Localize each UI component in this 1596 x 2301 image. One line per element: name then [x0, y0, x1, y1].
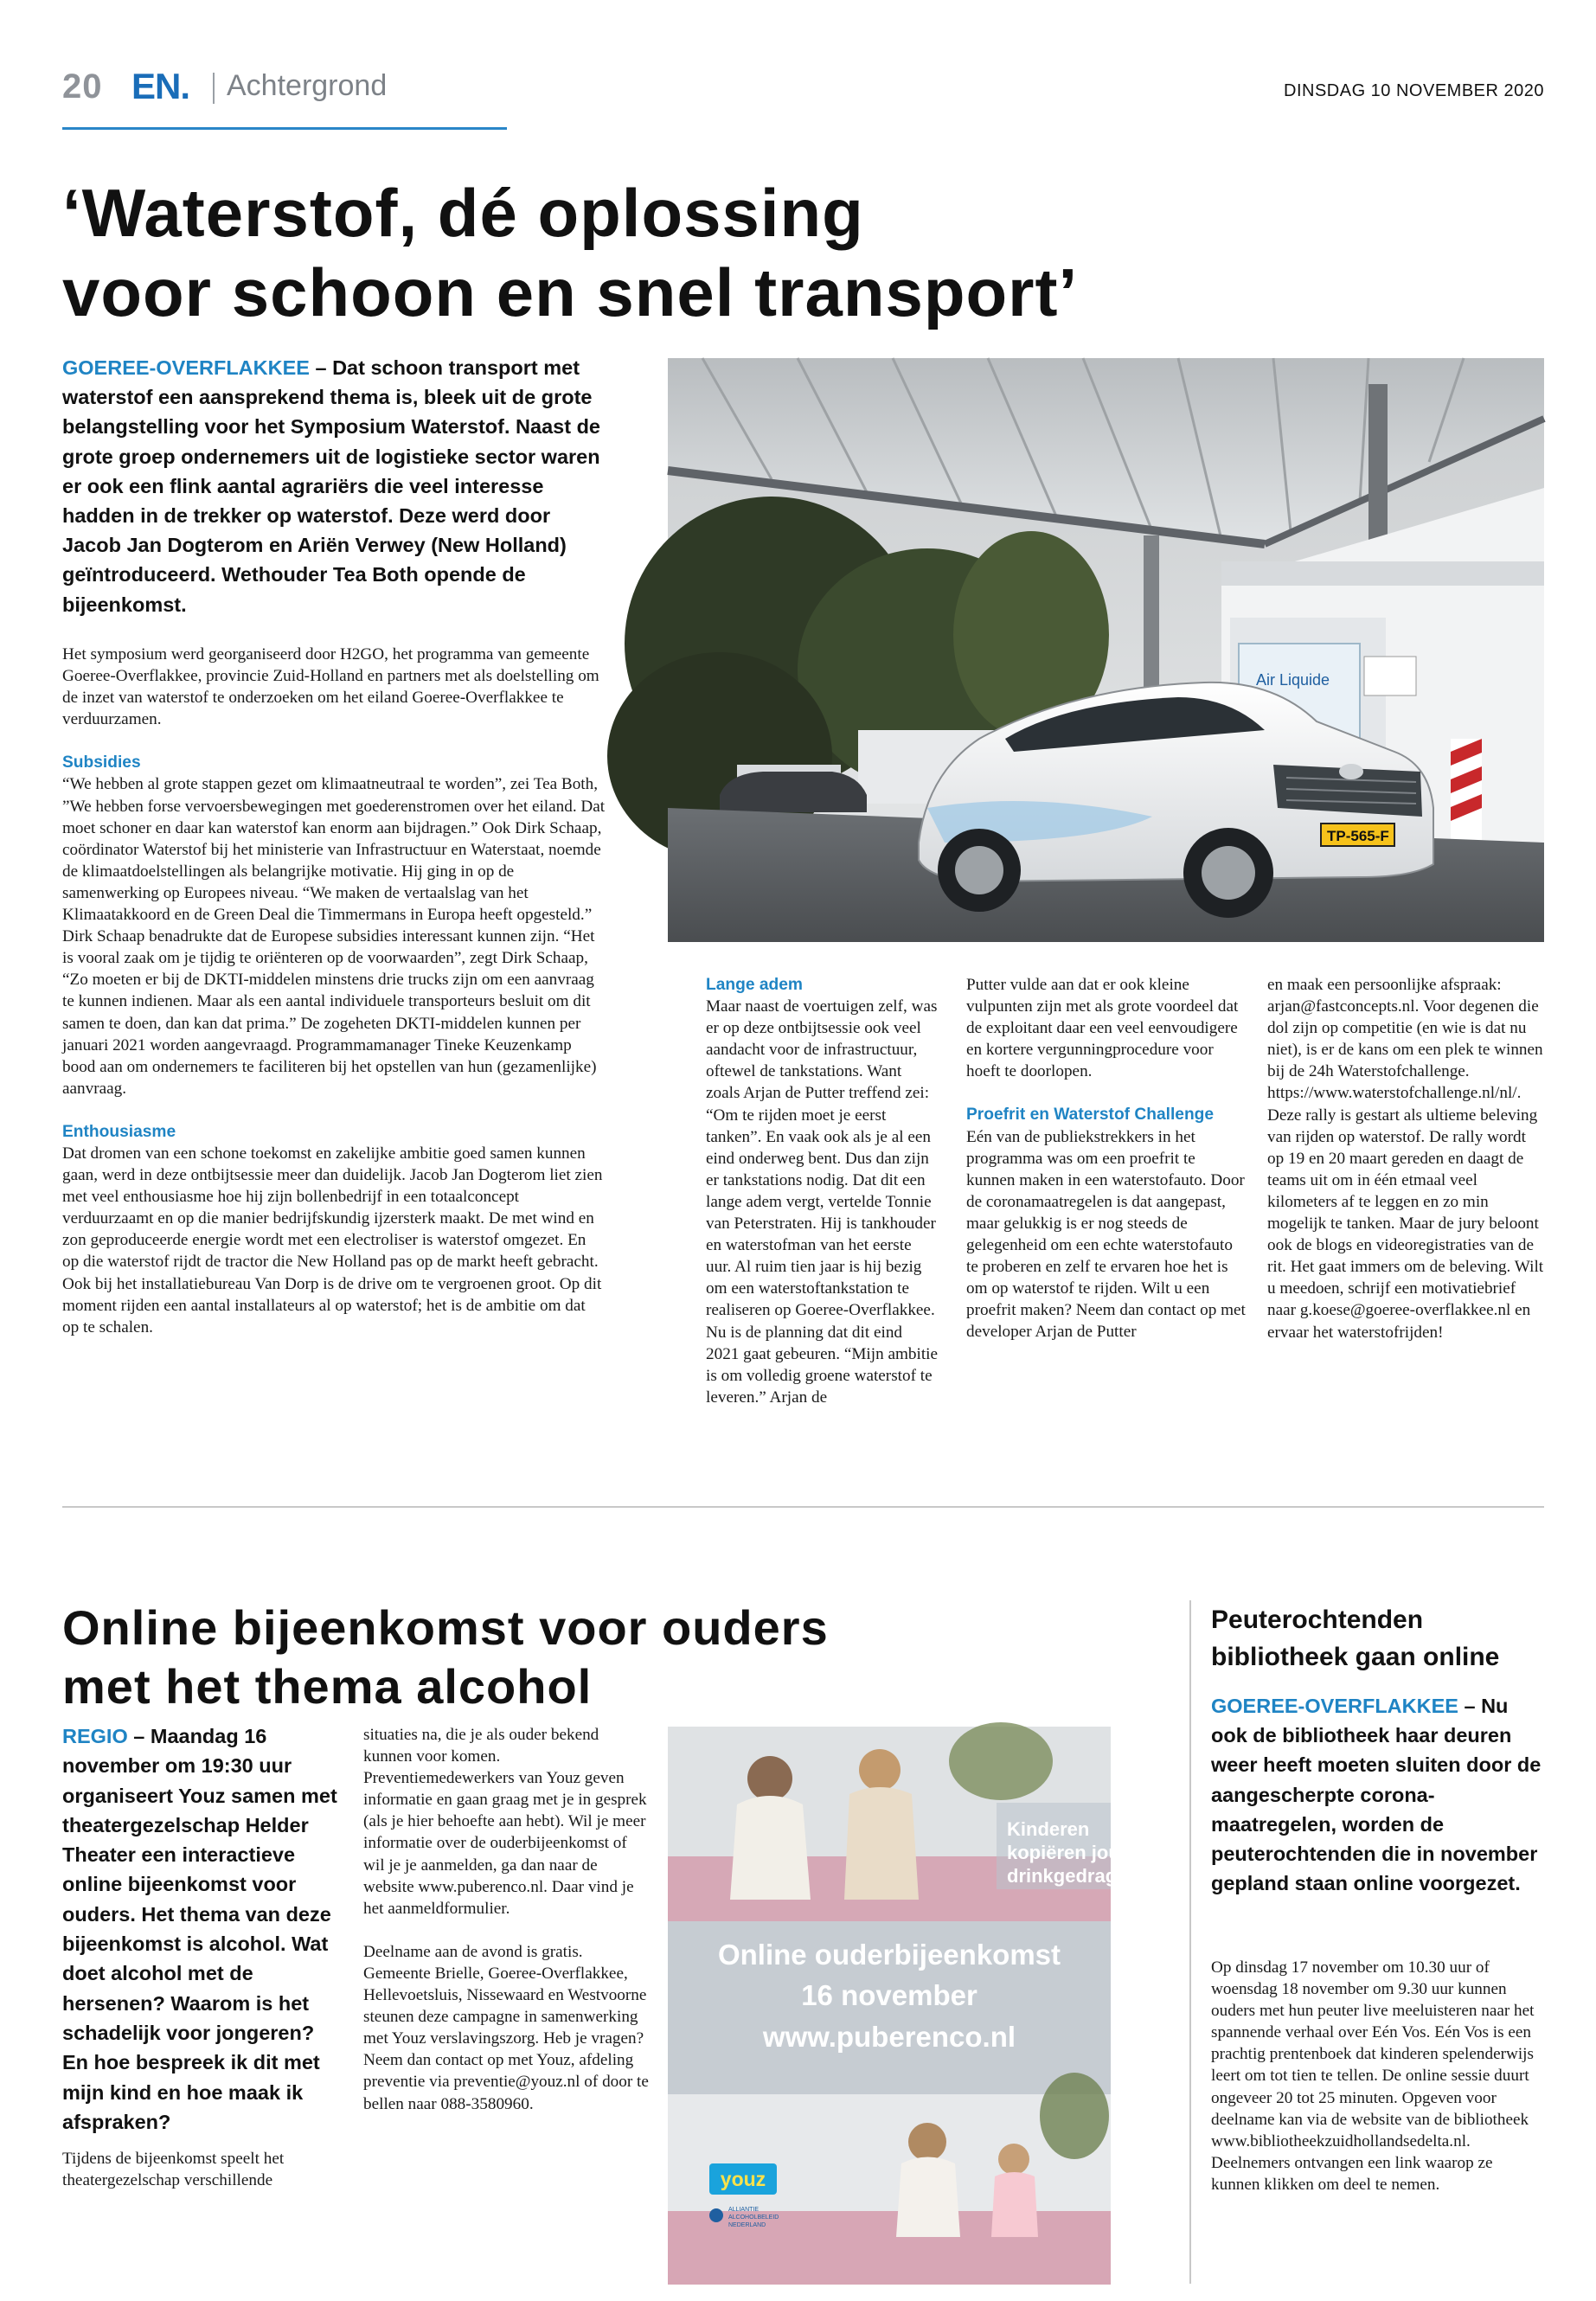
station-sign: Air Liquide	[1256, 671, 1330, 689]
article3-dateline: GOEREE-OVERFLAKKEE	[1211, 1695, 1458, 1717]
ad-main-line3: www.puberenco.nl	[762, 2021, 1016, 2053]
article1-column-1	[62, 644, 606, 1338]
ad-main-line2: 16 november	[801, 1979, 977, 2011]
ad-slogan-line3: drinkgedrag	[1007, 1865, 1118, 1887]
article2-headline-line2: met het thema alcohol	[62, 1659, 593, 1714]
ad-slogan-line1: Kinderen	[1007, 1818, 1090, 1840]
article1-headline-line1: ‘Waterstof, dé oplossing	[62, 175, 864, 251]
subheading-proefrit: Proefrit en Waterstof Challenge	[966, 1106, 1215, 1125]
article2-text-2: situaties na, die je als ouder bekend kunnen voor komen. Preventiemedewerkers van Youz geven informatie en gaan graag met je in gesprek (als je hier behoefte aan hebt). Wil je meer informatie over de ouderbijeenkomst of wil je je aanmelden, ga dan naar de website www.puberenco.nl. Daar vind je het aanmeldformulier.	[363, 1726, 647, 1918]
subheading-lange-adem: Lange adem	[706, 976, 803, 994]
article1-lead	[62, 353, 606, 619]
hydrogen-car-photo	[668, 358, 1544, 942]
article1-text-putter: Putter vulde aan dat er ook kleine vulpunten zijn met als grote voordeel dat de exploitant daar een veel eenvoudigere en kortere vergunningprocedure voor hoeft te doorlopen.	[966, 976, 1239, 1081]
article3-lead	[1211, 1691, 1544, 1898]
youz-brand: youz	[720, 2168, 766, 2190]
article1-lead-text: – Dat schoon transport met waterstof een aansprekend thema is, bleek uit de grote belangstelling voor het Symposium Waterstof. Naast de grote groep ondernemers uit de logistieke sector waren er ook een flink aantal agrariërs die veel interesse hadden in de trekker op waterstof. Deze werd door Jacob Jan Dogterom en Ariën Verwey (New Holland) geïntroduceerd. Wethouder Tea Both opende de bijeenkomst.	[62, 356, 600, 616]
alliance-line3: NEDERLAND	[728, 2222, 766, 2228]
article2-headline	[62, 1599, 910, 1716]
article1-text-enthousiasme: Dat dromen van een schone toekomst en zakelijke ambitie goed samen kunnen gaan, werd in deze ontbijtsessie meer dan duidelijk. Jacob Jan Dogterom liet zien met veel enthousiasme hoe hij zijn bollenbedrijf in een totaalconcept verduurzaamt en op die manier bedrijfskundig ijzersterk maakt. De met wind en zon geproduceerde energie wordt met een electroliser is waterstof omgezet. En op die waterstof rijdt de tractor die New Holland pas op de markt heeft gebracht. Ook bij het installatiebureau Van Dorp is de drive om te vergroenen groot. Op dit moment rijden een aantal installateurs al op waterstof; het is de ambitie om dat op te schalen.	[62, 1144, 603, 1336]
article3-headline: Peuterochtenden bibliotheek gaan online	[1211, 1606, 1500, 1671]
section-divider	[62, 1506, 1544, 1508]
article1-text-subsidies: “We hebben al grote stappen gezet om klimaatneutraal te worden”, zei Tea Both, ”We hebben forse vervoersbewegingen met goederenstromen over het eiland. Dat moet schoner en daar kan waterstof kan enorm aan bijdragen.” Ook Dirk Schaap, coördinator Waterstof bij het ministerie van Infrastructuur en Waterstaat, noemde de klimaatdoelstellingen als belangrijke motivatie. Hij ging in op de samenwerking op Europees niveau. “We maken de vertaalslag van het Klimaatakkoord en de Green Deal die Timmermans in Europa heeft opgesteld.” Dirk Schaap benadrukte dat de Europese subsidies interessant kunnen zijn. “Het is vooral zaak om je tijdig te oriënteren op de voorwaarden”, zegt Dirk Schaap, “Zo moeten er bij de DKTI-middelen minstens drie trucks zijn om een aanvraag te kunnen indienen. Maar als een aantal individuele transporteurs besluit om dit samen te doen, dan kan dat prima.” De zogeheten DKTI-middelen kunnen per januari 2021 worden aangevraagd. Programmamanager Tineke Keuzenkamp bood aan om ondernemers te faciliteren bij het opstellen van hun (gezamenlijke) aanvraag.	[62, 775, 606, 1098]
article1-headline	[62, 173, 1360, 332]
article2-lead-text: – Maandag 16 november om 19:30 uur organiseert Youz samen met theatergezelschap Helder Theater een interactieve online bijeenkomst voor ouders. Het thema van deze bijeenkomst is alcohol. Wat doet alcohol met de hersenen? Waarom is het schadelijk voor jongeren? En hoe bespreek ik dit met mijn kind en hoe maak ik afspraken?	[62, 1725, 337, 2133]
newspaper-logo: EN.	[131, 66, 190, 106]
article1-column-4	[1267, 974, 1544, 1343]
article2-text-1: Tijdens de bijeenkomst speelt het theatergezelschap verschillende	[62, 2150, 285, 2190]
header-separator	[213, 73, 215, 104]
article1-column-3	[966, 974, 1248, 1343]
ad-main-line1: Online ouderbijeenkomst	[717, 1939, 1061, 1971]
sidebar-separator	[1189, 1600, 1191, 2284]
puberenco-advertisement	[668, 1727, 1135, 2285]
article1-photo	[668, 358, 1544, 942]
article2-text-3: Deelname aan de avond is gratis. Gemeente Brielle, Goeree-Overflakkee, Hellevoetsluis, Nissewaard en Westvoorne steunen deze campagne in samenwerking met Youz verslavingszorg. Heb je vragen? Neem dan contact op met Youz, afdeling preventie via preventie@youz.nl of door te bellen naar 088-3580960.	[363, 1942, 649, 2113]
ad-graphic	[668, 1727, 1135, 2285]
article1-intro: Het symposium werd georganiseerd door H2GO, het programma van gemeente Goeree-Overflakkee, provincie Zuid-Holland en partners met als doelstelling om de inzet van waterstof te onderzoeken om het eiland Goeree-Overflakkee te verduurzamen.	[62, 645, 599, 729]
youz-logo	[709, 2163, 777, 2195]
article2-dateline: REGIO	[62, 1725, 128, 1747]
article2-headline-line1: Online bijeenkomst voor ouders	[62, 1600, 829, 1655]
header-rule	[62, 127, 507, 130]
issue-date: DINSDAG 10 NOVEMBER 2020	[1284, 81, 1544, 100]
subheading-subsidies: Subsidies	[62, 753, 141, 772]
article2-column-2	[363, 1724, 649, 2115]
page-number: 20	[62, 67, 103, 106]
alliance-line2: ALCOHOLBELEID	[728, 2214, 779, 2221]
article1-headline-line2: voor schoon en snel transport’	[62, 254, 1079, 330]
license-plate: TP-565-F	[1327, 828, 1389, 844]
article1-text-lange-adem: Maar naast de voertuigen zelf, was er op deze ontbijtsessie ook veel aandacht voor de infrastructuur, oftewel de tankstations. Want zoals Arjan de Putter treffend zei: “Om te rijden moet je eerst tanken”. En vaak ook als je al een eind onderweg bent. Dus dan zijn er tankstations nodig. Dat dit een lange adem vergt, vertelde Tonnie van Peterstraten. Hij is tankhouder en waterstofman van het eerste uur. Al ruim tien jaar is hij bezig om een waterstoftankstation te realiseren op Goeree-Overflakkee. Nu is de planning dat dit eind 2021 gaat gebeuren. “Mijn ambitie is om volledig groene waterstof te leveren.” Arjan de	[706, 997, 939, 1407]
article1-text-proefrit: Eén van de publiekstrekkers in het programma was om een proefrit te kunnen maken in een waterstofauto. Door de coronamaatregelen is dat aangepast, maar gelukkig is er nog steeds de gelegenheid om een echte waterstofauto te proberen en zelf te ervaren hoe het is om op waterstof te rijden. Wilt u een proefrit maken? Neem dan contact op met developer Arjan de Putter	[966, 1127, 1246, 1342]
article1-text-challenge: en maak een persoonlijke afspraak: arjan@fastconcepts.nl. Voor degenen die dol zijn op competitie (en wie is dat nu niet), is er de kans om een plek te winnen bij de 24h Waterstofchallenge. https://www.waterstofchallenge.nl/nl/. Deze rally is gestart als ultieme beleving van rijden op waterstof. De rally wordt op 19 en 20 maart gereden en daagt de teams uit om in één etmaal veel kilometers af te leggen en zo min mogelijk te tanken. Maar de jury beloont ook de blogs en videoregistraties van de rit. Het gaat immers om de beleving. Wilt u meedoen, schrijf een motivatiebrief naar g.koese@goeree-overflakkee.nl en ervaar het waterstofrijden!	[1267, 976, 1544, 1342]
ad-slogan-line2: kopiëren jouw	[1007, 1842, 1135, 1863]
article3-text: Op dinsdag 17 november om 10.30 uur of woensdag 18 november om 9.30 uur kunnen ouders met hun peuter live meeluisteren naar het spannende verhaal over Eén Vos. Eén Vos is een prachtig prentenboek dat kinderen spelenderwijs leert om tot tien te tellen. De online sessie duurt ongeveer 20 tot 25 minuten. Opgeven voor deelname kan via de website van de bibliotheek www.bibliotheekzuidhollandsedelta.nl. Deelnemers ontvangen een link waarop ze kunnen klikken om deel te nemen.	[1211, 1958, 1535, 2194]
article1-dateline: GOEREE-OVERFLAKKEE	[62, 356, 310, 379]
article3-lead-text: – Nu ook de bibliotheek haar deuren weer heeft moeten sluiten door de aangescherpte corona-maatregelen, worden de peuterochtenden die in november gepland staan online voorgezet.	[1211, 1695, 1542, 1895]
subheading-enthousiasme: Enthousiasme	[62, 1122, 176, 1141]
article2-lead	[62, 1721, 339, 2137]
alliance-line1: ALLIANTIE	[728, 2207, 760, 2213]
article1-column-2	[706, 974, 939, 1408]
section-title: Achtergrond	[227, 69, 388, 102]
